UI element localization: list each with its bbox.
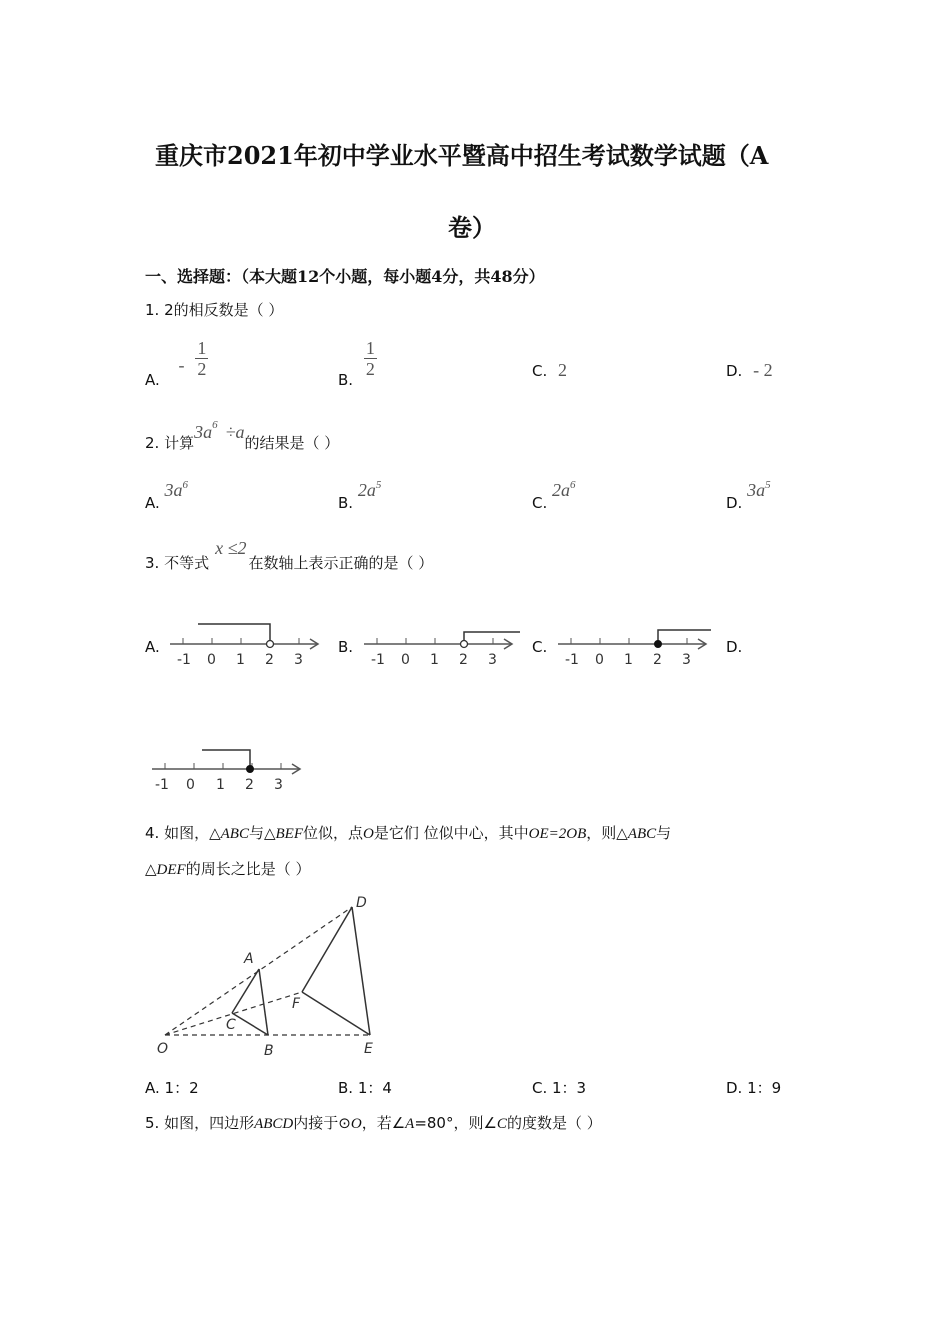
tick-label: 3	[274, 777, 283, 793]
section-heading: 一、选择题：（本大题12个小题，每小题4分，共48分）	[145, 267, 545, 286]
option-value: - 2	[753, 360, 773, 380]
q4-option-b[interactable]: B. 1：4	[338, 1079, 392, 1097]
fraction: $\frac{1}{2}$	[365, 338, 375, 379]
number-line-b[interactable]	[362, 618, 522, 670]
option-label: C.	[532, 494, 548, 512]
tick-label: 1	[236, 652, 245, 668]
q2-option-d[interactable]: D. $3a^5$	[726, 479, 771, 512]
label-b: B	[264, 1043, 274, 1059]
tick-label: 1	[430, 652, 439, 668]
tick-label: 0	[401, 652, 410, 668]
q3-option-d-label[interactable]: D.	[726, 638, 743, 656]
question-4-stem-line2: △DEF的周长之比是（ ）	[145, 860, 311, 878]
tick-label: -1	[155, 777, 169, 793]
option-label: B.	[338, 494, 354, 512]
question-4-stem-line1: 4. 如图，△ABC与△BEF位似，点O是它们 位似中心，其中OE=2OB，则△ABC与	[145, 824, 672, 842]
number-line-d[interactable]	[150, 743, 305, 795]
number-line-c[interactable]	[556, 618, 716, 670]
tick-label: -1	[177, 652, 191, 668]
option-label: D.	[726, 362, 743, 380]
option-label: C.	[532, 362, 548, 380]
label-a: A	[244, 951, 254, 967]
tick-label: -1	[371, 652, 385, 668]
tick-label: 1	[216, 777, 225, 793]
tick-label: -1	[565, 652, 579, 668]
geometry-figure	[150, 890, 390, 1065]
question-1-stem: 1. 2的相反数是（ ）	[145, 301, 284, 319]
question-5-stem: 5. 如图，四边形ABCD内接于⊙O，若∠A=80°，则∠C的度数是（ ）	[145, 1114, 602, 1132]
label-d: D	[356, 895, 367, 911]
question-3-stem: 3. 不等式x ≤2在数轴上表示正确的是（ ）	[145, 538, 434, 572]
page-title-continued: 卷）	[448, 213, 496, 242]
q4-option-d[interactable]: D. 1：9	[726, 1079, 782, 1097]
q3-option-c-label[interactable]: C.	[532, 638, 548, 656]
tick-label: 2	[653, 652, 662, 668]
q2-option-c[interactable]: C. $2a^6$	[532, 479, 576, 512]
tick-label: 0	[186, 777, 195, 793]
fraction: $\frac{1}{2}$	[197, 338, 207, 379]
q2-option-a[interactable]: A. $3a^6$	[145, 479, 189, 512]
tick-label: 3	[682, 652, 691, 668]
q4-option-a[interactable]: A. 1：2	[145, 1079, 199, 1097]
option-label: B.	[338, 371, 354, 389]
tick-label: 3	[488, 652, 497, 668]
option-label: D.	[726, 494, 743, 512]
label-c: C	[226, 1017, 236, 1033]
label-o: O	[157, 1041, 169, 1057]
number-line-a[interactable]	[168, 618, 323, 670]
label-f: F	[292, 996, 301, 1012]
q3-option-a-label[interactable]: A.	[145, 638, 160, 656]
tick-label: 0	[207, 652, 216, 668]
tick-label: 1	[624, 652, 633, 668]
q1-option-b[interactable]	[338, 338, 377, 389]
tick-label: 2	[265, 652, 274, 668]
q1-option-a[interactable]	[145, 338, 208, 389]
option-label: A.	[145, 371, 160, 389]
tick-label: 3	[294, 652, 303, 668]
question-2-stem: 2. 计算$3a^6 \div a$的结果是（ ）	[145, 419, 340, 452]
q3-option-b-label[interactable]: B.	[338, 638, 354, 656]
option-value: 2	[558, 360, 568, 380]
option-label: A.	[145, 494, 160, 512]
label-e: E	[364, 1041, 373, 1057]
tick-label: 2	[245, 777, 254, 793]
q1-option-d[interactable]	[726, 360, 773, 381]
q2-option-b[interactable]: B. $2a^5$	[338, 479, 382, 512]
tick-label: 2	[459, 652, 468, 668]
page-title: 重庆市2021年初中学业水平暨高中招生考试数学试题（A	[155, 141, 769, 170]
q1-option-c[interactable]	[532, 360, 567, 381]
minus-sign: -	[178, 355, 185, 375]
tick-label: 0	[595, 652, 604, 668]
q4-option-c[interactable]: C. 1：3	[532, 1079, 587, 1097]
